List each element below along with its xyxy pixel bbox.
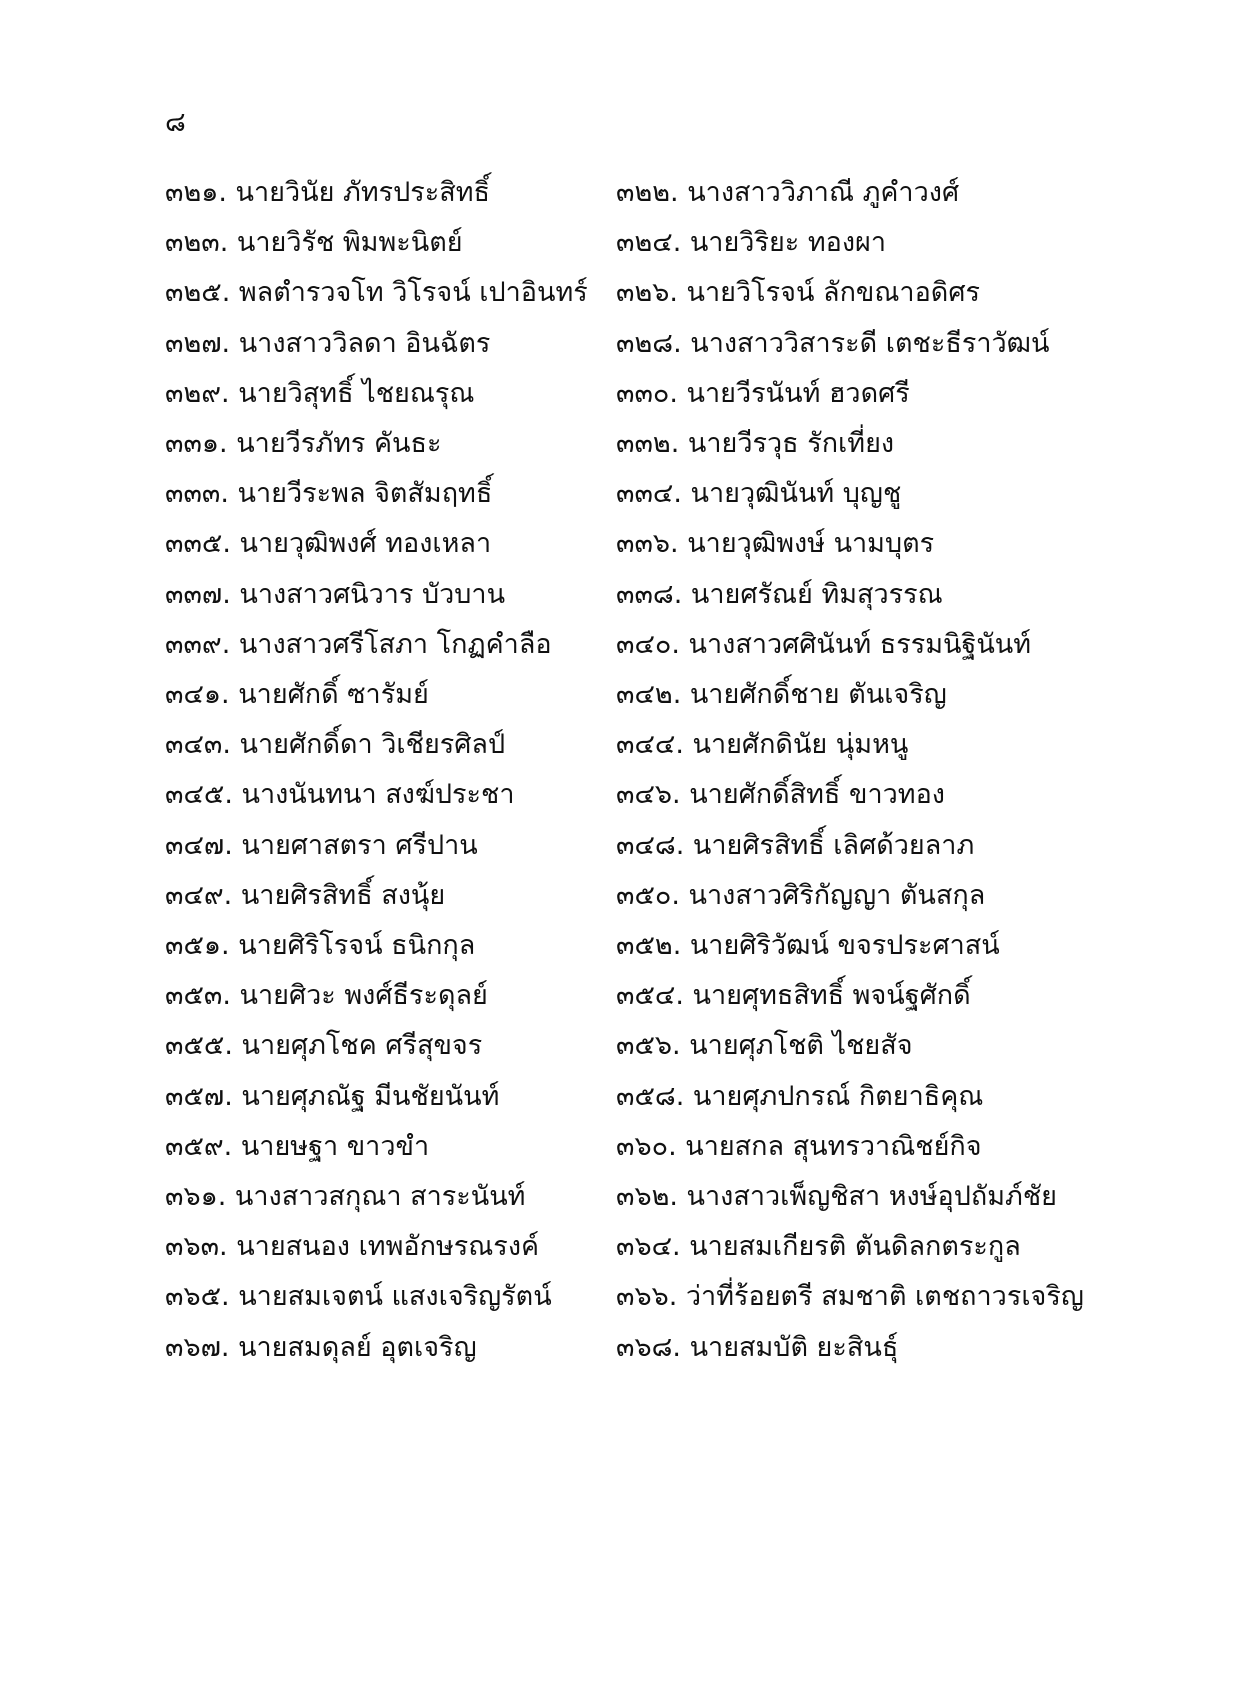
name-entry: ๓๔๙. นายศิรสิทธิ์ สงนุ้ย xyxy=(165,879,446,911)
name-entry: ๓๔๘. นายศิรสิทธิ์ เลิศด้วยลาภ xyxy=(616,829,975,861)
name-entry: ๓๔๐. นางสาวศศินันท์ ธรรมนิฐินันท์ xyxy=(616,628,1032,660)
name-entry: ๓๕๓. นายศิวะ พงศ์ธีระดุลย์ xyxy=(165,980,488,1012)
name-entry: ๓๔๔. นายศักดินัย นุ่มหนู xyxy=(616,729,909,761)
name-entry: ๓๒๗. นางสาววิลดา อินฉัตร xyxy=(165,327,491,359)
name-entry: ๓๖๐. นายสกล สุนทรวาณิชย์กิจ xyxy=(616,1130,982,1162)
name-entry: ๓๖๔. นายสมเกียรติ ตันดิลกตระกูล xyxy=(616,1231,1021,1263)
name-entry: ๓๓๖. นายวุฒิพงษ์ นามบุตร xyxy=(616,528,935,560)
name-entry: ๓๒๕. พลตำรวจโท วิโรจน์ เปาอินทร์ xyxy=(165,277,588,309)
name-entry: ๓๕๑. นายศิริโรจน์ ธนิกกุล xyxy=(165,930,476,961)
name-entry: ๓๒๑. นายวินัย ภัทรประสิทธิ์ xyxy=(165,177,491,208)
name-entry: ๓๔๑. นายศักดิ์ ซารัมย์ xyxy=(165,679,429,710)
name-entry: ๓๓๔. นายวุฒินันท์ บุญชู xyxy=(616,478,902,510)
name-entry: ๓๕๙. นายษฐา ขาวขำ xyxy=(165,1130,430,1162)
name-entry: ๓๖๗. นายสมดุลย์ อุตเจริญ xyxy=(165,1331,477,1363)
name-entry: ๓๖๒. นางสาวเพ็ญชิสา หงษ์อุปถัมภ์ชัย xyxy=(616,1181,1057,1212)
name-entry: ๓๓๓. นายวีระพล จิตสัมฤทธิ์ xyxy=(165,478,493,510)
name-entry: ๓๖๕. นายสมเจตน์ แสงเจริญรัตน์ xyxy=(165,1281,552,1313)
name-entry: ๓๒๓. นายวิรัช พิมพะนิตย์ xyxy=(165,227,463,259)
name-entry: ๓๖๑. นางสาวสกุณา สาระนันท์ xyxy=(165,1181,526,1212)
name-entry: ๓๒๒. นางสาววิภาณี ภูคำวงศ์ xyxy=(616,177,960,208)
name-entry: ๓๔๓. นายศักดิ์ดา วิเชียรศิลป์ xyxy=(165,729,506,761)
name-entry: ๓๓๗. นางสาวศนิวาร บัวบาน xyxy=(165,578,506,610)
name-entry: ๓๒๔. นายวิริยะ ทองผา xyxy=(616,227,887,259)
name-entry: ๓๓๘. นายศรัณย์ ทิมสุวรรณ xyxy=(616,578,943,610)
name-entry: ๓๓๒. นายวีรวุธ รักเที่ยง xyxy=(616,428,895,459)
name-entry: ๓๕๔. นายศุทธสิทธิ์ พจน์ฐศักดิ์ xyxy=(616,980,971,1012)
name-entry: ๓๔๕. นางนันทนา สงฆ์ประชา xyxy=(165,779,515,811)
name-entry: ๓๒๖. นายวิโรจน์ ลักขณาอดิศร xyxy=(616,277,980,309)
name-entry: ๓๖๓. นายสนอง เทพอักษรณรงค์ xyxy=(165,1231,540,1263)
name-entry: ๓๔๗. นายศาสตรา ศรีปาน xyxy=(165,829,478,861)
name-entry: ๓๕๒. นายศิริวัฒน์ ขจรประศาสน์ xyxy=(616,930,1000,961)
name-entry: ๓๓๕. นายวุฒิพงศ์ ทองเหลา xyxy=(165,528,492,560)
name-entry: ๓๕๖. นายศุภโชติ ไชยสัจ xyxy=(616,1030,913,1062)
name-entry: ๓๕๐. นางสาวศิริกัญญา ตันสกุล xyxy=(616,879,986,911)
name-entry: ๓๕๕. นายศุภโชค ศรีสุขจร xyxy=(165,1030,483,1062)
page-number: ๘ xyxy=(165,107,186,138)
name-entry: ๓๒๘. นางสาววิสาระดี เตชะธีราวัฒน์ xyxy=(616,327,1050,359)
name-entry: ๓๒๙. นายวิสุทธิ์ ไชยณรุณ xyxy=(165,377,475,409)
name-entry: ๓๓๙. นางสาวศรีโสภา โกฏคำลือ xyxy=(165,628,552,660)
name-entry: ๓๓๑. นายวีรภัทร คันธะ xyxy=(165,428,442,459)
name-entry: ๓๕๘. นายศุภปกรณ์ กิตยาธิคุณ xyxy=(616,1080,984,1112)
name-entry: ๓๕๗. นายศุภณัฐ มีนชัยนันท์ xyxy=(165,1080,500,1112)
name-entry: ๓๓๐. นายวีรนันท์ ฮวดศรี xyxy=(616,377,910,409)
name-entry: ๓๔๖. นายศักดิ์สิทธิ์ ขาวทอง xyxy=(616,779,945,811)
name-entry: ๓๖๖. ว่าที่ร้อยตรี สมชาติ เตชถาวรเจริญ xyxy=(616,1281,1084,1313)
name-entry: ๓๖๘. นายสมบัติ ยะสินธุ์ xyxy=(616,1331,899,1363)
name-entry: ๓๔๒. นายศักดิ์ชาย ตันเจริญ xyxy=(616,679,947,710)
